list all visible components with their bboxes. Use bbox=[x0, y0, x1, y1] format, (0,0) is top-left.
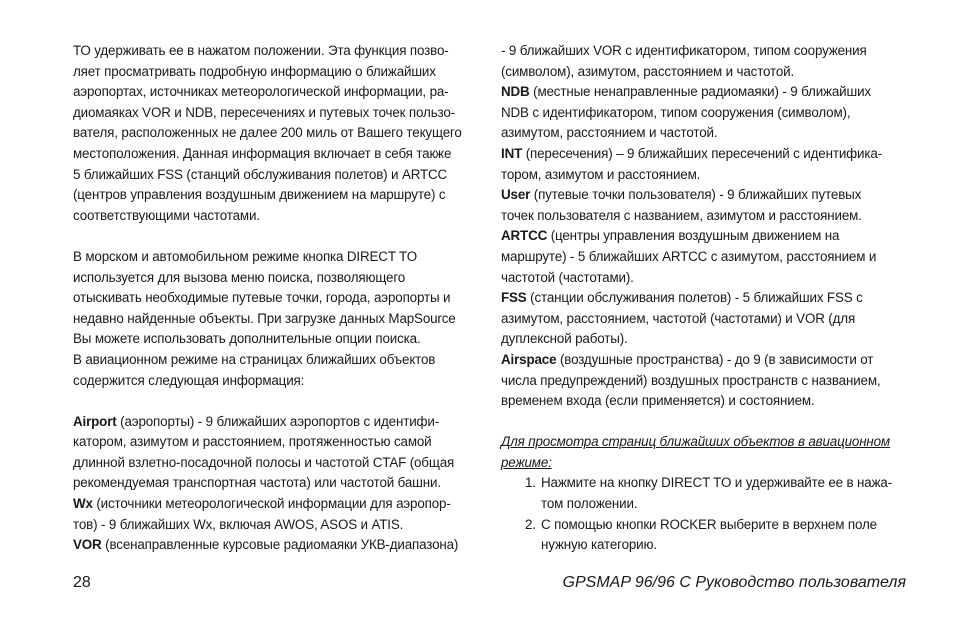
text-line: 5 ближайших FSS (станций обслуживания полетов) и ARTCC bbox=[73, 166, 448, 182]
fss-entry bbox=[501, 288, 905, 350]
text-line: ТО удерживать ее в нажатом положении. Эта функция позво- bbox=[73, 43, 449, 58]
text-line: тов) - 9 ближайших Wx, включая AWOS, ASOS и ATIS. bbox=[73, 516, 404, 532]
term-user: User bbox=[501, 187, 531, 203]
text-line: (местные ненаправленные радиомаяки) - 9 ближайших bbox=[529, 84, 871, 100]
right-column bbox=[501, 41, 905, 556]
ndb-entry bbox=[501, 82, 905, 144]
text-line: (центров управления воздушным движением на маршруте) с bbox=[73, 187, 446, 203]
intro-paragraph bbox=[73, 41, 477, 226]
term-fss: FSS bbox=[501, 290, 527, 306]
artcc-entry bbox=[501, 226, 905, 288]
text-line: тором, азимутом и расстоянием. bbox=[501, 166, 701, 182]
text-line: С помощью кнопки ROCKER выберите в верхнем поле bbox=[541, 516, 877, 532]
step-number: 1. bbox=[525, 475, 536, 491]
search-mode-paragraph bbox=[73, 247, 477, 391]
text-line: (всенаправленные курсовые радиомаяки УКВ-диапазона) bbox=[101, 537, 459, 553]
text-line: (пересечения) – 9 ближайших пересечений с идентифика- bbox=[522, 145, 882, 161]
wx-entry bbox=[73, 494, 477, 535]
text-line: (станции обслуживания полетов) - 5 ближайших FSS с bbox=[526, 290, 863, 306]
footer-title: GPSMAP 96/96 C Руководство пользователя bbox=[562, 574, 906, 591]
text-line: недавно найденные объекты. При загрузке данных MapSource bbox=[73, 310, 456, 326]
vor-continued bbox=[501, 41, 905, 82]
term-ndb: NDB bbox=[501, 84, 530, 100]
text-line: ляет просматривать подробную информацию о ближайших bbox=[73, 63, 436, 79]
text-line: катором, азимутом и расстоянием, протяженностью самой bbox=[73, 434, 432, 450]
text-line: временем входа (если применяется) и состоянием. bbox=[501, 393, 815, 409]
procedure-heading bbox=[501, 432, 905, 473]
text-line: (символом), азимутом, расстоянием и частотой. bbox=[501, 63, 795, 79]
text-line: (источники метеорологической информации для аэропор- bbox=[92, 496, 451, 512]
text-line: NDB с идентификатором, типом сооружения (символом), bbox=[501, 104, 851, 120]
term-wx: Wx bbox=[73, 496, 93, 512]
text-line: (аэропорты) - 9 ближайших аэропортов с идентифи- bbox=[116, 413, 440, 429]
text-line: диомаяках VOR и NDB, пересечениях и путевых точек пользо- bbox=[73, 104, 455, 120]
text-line: азимутом, расстоянием и частотой. bbox=[501, 125, 718, 141]
step-1 bbox=[501, 473, 905, 514]
text-line: отыскивать необходимые путевые точки, города, аэропорты и bbox=[73, 290, 451, 306]
text-line: (путевые точки пользователя) - 9 ближайших путевых bbox=[530, 187, 862, 203]
text-line: числа предупреждений) воздушных пространств с названием, bbox=[501, 372, 881, 388]
text-line: вателя, расположенных не далее 200 миль от Вашего текущего bbox=[73, 125, 462, 141]
left-column bbox=[73, 41, 477, 556]
text-line: - 9 ближайших VOR с идентификатором, типом сооружения bbox=[501, 43, 867, 58]
heading-line: Для просмотра страниц ближайших объектов в авиационном bbox=[501, 434, 890, 450]
text-line: рекомендуемая транспортная частота) или частотой башни. bbox=[73, 475, 441, 491]
text-line: том положении. bbox=[541, 496, 638, 512]
text-line: Вы можете использовать дополнительные опции поиска. bbox=[73, 331, 421, 347]
term-airport: Airport bbox=[73, 413, 117, 429]
heading-line: режиме: bbox=[501, 454, 552, 470]
text-line: длинной взлетно-посадочной полосы и частотой CTAF (общая bbox=[73, 454, 455, 470]
text-line: В морском и автомобильном режиме кнопка DIRECT TO bbox=[73, 248, 417, 264]
term-airspace: Airspace bbox=[501, 351, 557, 367]
text-line: используется для вызова меню поиска, позволяющего bbox=[73, 269, 406, 285]
text-line: содержится следующая информация: bbox=[73, 372, 305, 388]
vor-entry bbox=[73, 535, 477, 556]
airspace-entry bbox=[501, 350, 905, 412]
text-line: дуплексной работы). bbox=[501, 331, 628, 347]
step-2 bbox=[501, 515, 905, 556]
page-number: 28 bbox=[73, 574, 91, 591]
text-line: Нажмите на кнопку DIRECT TO и удерживайте ее в нажа- bbox=[541, 475, 892, 491]
text-line: точек пользователя с названием, азимутом и расстоянием. bbox=[501, 207, 862, 223]
text-line: нужную категорию. bbox=[541, 537, 657, 553]
text-line: аэропортах, источниках метеорологической информации, ра- bbox=[73, 84, 449, 100]
text-line: азимутом, расстоянием, частотой (частотами) и VOR (для bbox=[501, 310, 856, 326]
text-line: (центры управления воздушным движением на bbox=[547, 228, 840, 244]
user-entry bbox=[501, 185, 905, 226]
airport-entry bbox=[73, 412, 477, 494]
term-artcc: ARTCC bbox=[501, 228, 548, 244]
step-number: 2. bbox=[525, 516, 536, 532]
text-line: местоположения. Данная информация включает в себя также bbox=[73, 145, 452, 161]
int-entry bbox=[501, 144, 905, 185]
text-line: маршруте) - 5 ближайших ARTCC с азимутом, расстоянием и bbox=[501, 248, 877, 264]
text-line: (воздушные пространства) - до 9 (в зависимости от bbox=[556, 351, 874, 367]
text-line: В авиационном режиме на страницах ближайших объектов bbox=[73, 351, 436, 367]
text-line: частотой (частотами). bbox=[501, 269, 634, 285]
text-line: соответствующими частотами. bbox=[73, 207, 260, 223]
term-int: INT bbox=[501, 145, 523, 161]
term-vor: VOR bbox=[73, 537, 102, 553]
